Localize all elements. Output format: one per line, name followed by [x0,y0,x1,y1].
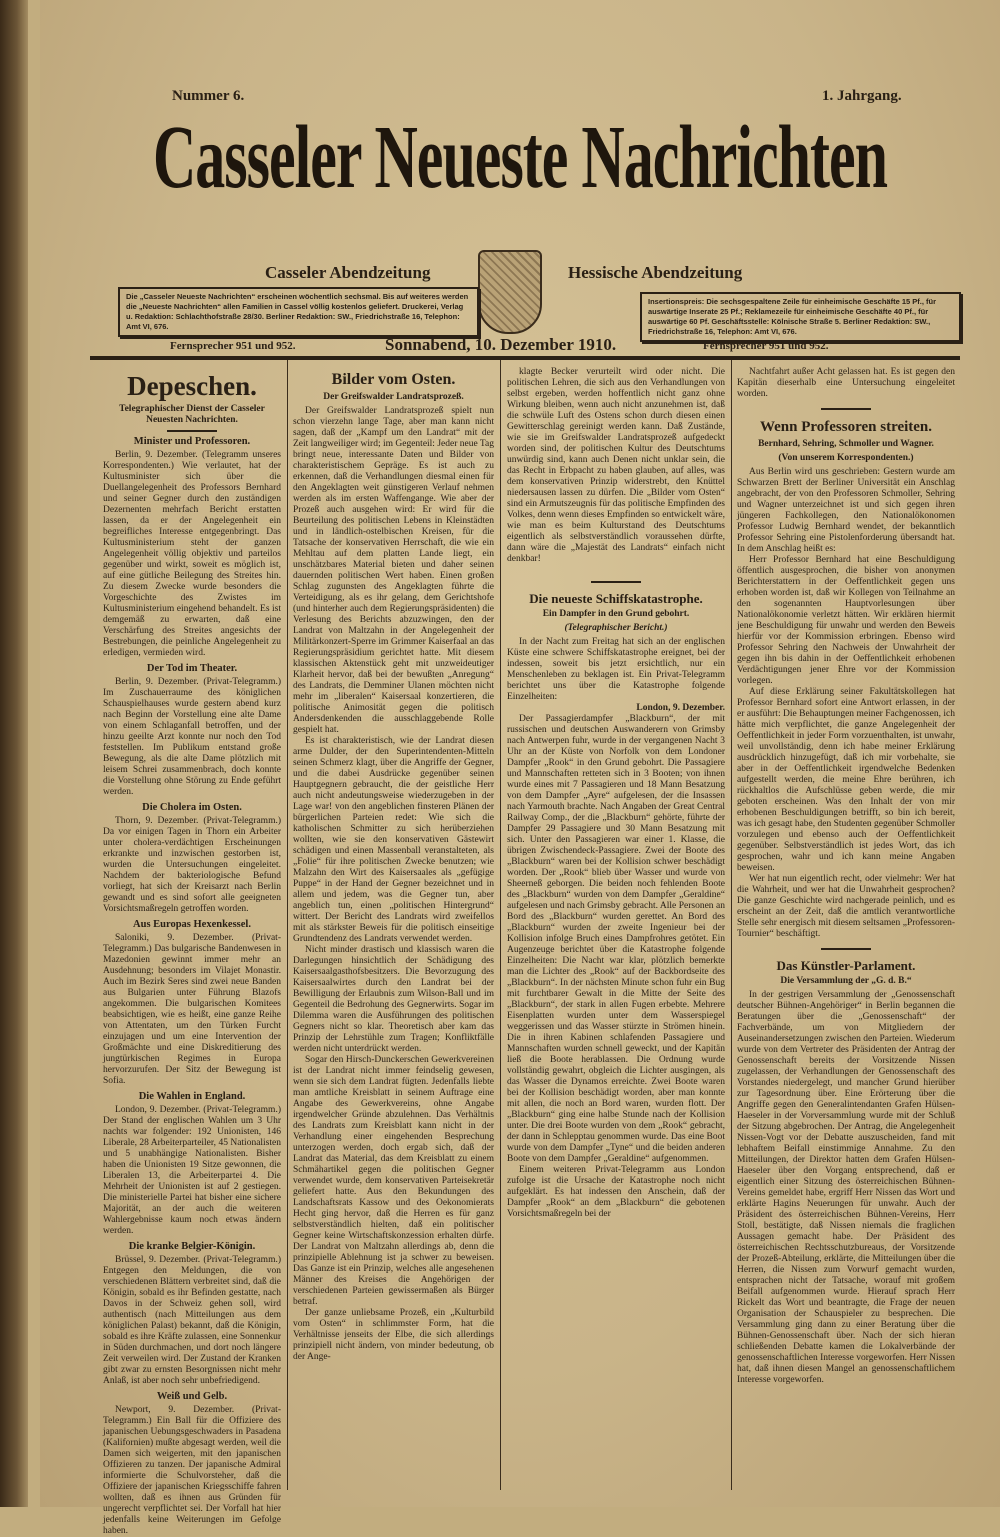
article-heading: Die kranke Belgier-Königin. [128,1241,256,1252]
volume-year: 1. Jahrgang. [822,88,902,104]
section-title: Depeschen. [127,371,257,401]
subtitle-left: Casseler Abendzeitung [265,263,431,282]
article-title: Wenn Professoren streiten. [759,419,933,435]
article-text: Einem weiteren Privat-Telegramm aus London zufolge ist die Ursache der Katastrophe noch nicht aufgeklärt. Es hat indessen den Anschein, daß der Dampfer „Rook“ an dem „Blackburn“ die gebotenen Vorsichtsmaßregeln bei der [507,1165,725,1219]
book-binding-edge [0,0,28,1507]
article-subtitle: Bernhard, Sehring, Schmoller und Wagner. [758,439,934,449]
article-subtitle: Ein Dampfer in den Grund gebohrt. [542,609,690,619]
divider [591,581,641,583]
subtitle-right: Hessische Abendzeitung [568,263,743,282]
column-divider [731,360,732,1490]
article-text: Aus Berlin wird uns geschrieben: Gestern wurde am Schwarzen Brett der Berliner Universität ein Anschlag angebracht, der von den Professoren Schmoller, Sehring und Wagner unterzeichnet ist und sich gegen ihren jüngeren Fachkollegen, den Nationalökonomen Professor Ludwig Bernhard wendet, der bekanntlich Professor Sehring eine Pistolenforderung übersandt hat. In dem Anschlag heißt es: [737,467,955,554]
article-subtitle: Der Greifswalder Landratsprozeß. [323,392,464,402]
phone-left: Fernsprecher 951 und 952. [170,340,296,352]
phone-right: Fernsprecher 951 und 952. [703,340,829,352]
article-text: London, 9. Dezember. (Privat-Telegramm.) Der Stand der englischen Wahlen um 3 Uhr nachts war folgender: 192 Unionisten, 146 Liberale, 28 Arbeiterparteiler, 45 Nationalisten und 5 unabhängige Nationalisten. Bisher haben die Unionisten 19 Sitze gewonnen, die Liberalen 13, die Arbeiterpartei 4. Die Mehrheit der Unionisten ist auf 2 gestiegen. Die ministerielle Partei hat bisher eine sichere Majorität, an der auch die weiteren Wahlergebnisse kaum noch etwas ändern werden. [103,1105,281,1236]
article-heading: Minister und Professoren. [133,436,251,447]
article-heading: Der Tod im Theater. [146,663,238,674]
article-title: Das Künstler-Parlament. [776,958,916,973]
column-schiffskatastrophe [507,367,725,1220]
article-text: Nicht minder drastisch und klassisch waren die Darlegungen hinsichtlich der Schädigung des Kaisersaalgasthofsbesitzers. Die Bevorzugung des Kaisersaalwirtes durch den Landrat bei der Bewilligung der Erlaubnis zum Wilson-Ball und im Gegenteil die Bedrohung des Gegnerwirts. Sogar im Dilemma waren die Ausführungen des politischen Gegners nicht so klar. Theoretisch aber kam das Prinzip der Lehrstühle zum Tragen; Konfliktfälle werden nicht unterdrückt werden. [293,945,494,1054]
dateline: London, 9. Dezember. [636,703,725,713]
column-divider [287,360,288,1490]
article-text: Wer hat nun eigentlich recht, oder vielmehr: Wer hat die Wahrheit, und wer hat die Unwahrheit gesprochen? Die ganze Geschichte wird nachgerade peinlich, und es erscheint an der Zeit, daß die amtlich verantwortliche Stelle sehr energisch mit diesem seltsamen „Professoren-Tournier“ beschäftigt. [737,874,955,939]
article-text: Saloniki, 9. Dezember. (Privat-Telegramm.) Das bulgarische Bandenwesen in Mazedonien gewinnt immer mehr an Ausdehnung; besonders im Vilajet Monastir. Auch im Bezirk Seres sind zwei neue Banden aus Bulgarien unter Führung Blazofs angekommen. Die bulgarischen Komitees beabsichtigen, wie es heißt, eine ganze Reihe von Attentaten, um den Türken Furcht einzujagen und um eine Intervention der Großmächte und eine Diskreditierung des jungtürkischen Regimes in Europa hervorzurufen. Der Sitz der Bewegung ist Sofia. [103,933,281,1086]
column-depeschen [103,367,281,1537]
article-text: In der gestrigen Versammlung der „Genossenschaft deutscher Bühnen-Angehöriger“ in Berlin begannen die Beratungen über die „Genossenschaft“ der Fachverbände, um von Mitgliedern der Auseinandersetzungen zwischen den Parteien. Wiederum wurde von dem Vertreter des Präsidenten der Antrag der Genossenschaft bereits der Vorsitzende Nissen zugelassen, der Verhandlungen der Genossenschaft des Vorstandes niedergelegt, und mancher Grund hierüber zur Tagesordnung über. Eine Erörterung über die Angriffe gegen den Generalintendanten Grafen Hülsen-Haeseler in der Vorversammlung wurde mit der Schluß der Sitzung abgebrochen. Der Antrag, die Angelegenheit Nissen-Vogt vor der Debatte auszuscheiden, fand mit lebhaftem Beifall einstimmige Annahme. Zu den Mitteilungen, der Direktor hatten dem Grafen Hülsen-Haeseler über den Vorgang entsprechend, daß er eigentlich einer Sitzung des österreichischen Bühnen-Vereins gemeldet habe, ergriff Herr Nissen das Wort und erklärte Hagins Neuerungen für unwahr. Auch der Präsident des österreichischen Bühnen-Vereins, Herr Stoll, bestätigte, daß Nissen niemals die fraglichen Aussagen gemacht habe. Der Präsident des österreichischen Rechtsschutzbureaus, der Vorsitzende der Prozeß-Abteilung, erklärte, die Mitteilungen über die Herren, die Nissen zum Vorwurf gemacht wurden, entsprachen nicht der Tatsache, worauf mit großem Beifall aufgenommen wurde. Hierauf sprach Herr Rickelt das Wort und beantragte, die Frage der neuen Organisation der Schauspieler zu besprechen. Die Versammlung ging dann zu einer Beratung über die Bühnen-Genossenschaft über. Nach der sich hieran schließenden Debatte kamen die Lokalverbände der genossenschaftlichen Interesse vorgeworfen. Herr Nissen hat, daß ihnen diesen Mangel an genossenschaftlichem Interesse vorgeworfen. [737,990,955,1385]
article-text: Es ist charakteristisch, wie der Landrat diesen arme Dulder, der den Superintendenten-Mitteln seinen Schmerz klagt, über die Angriffe der Gegner, und die dabei Ausdrücke gegenüber seinen Hauptgegnern gebraucht, die der geistliche Herr auch nicht andeutungsweise wiederzugeben in der Lage war! von den angeblichen finsteren Plänen der bürgerlichen Parteien redet: Wie sich die katholischen Schmitter zu sich herüberziehen wollten, wie sie den konservativen Gästewirt schädigen und einen Massenball veranstalteten, als „Folie“ für ihre politischen Zwecke benutzen; wie Malzahn den Wirt des Kaisersaales als „gefügige Puppe“ in der Hand der Gegner bezeichnet und in allem und jedem, was die Gegner tun, aber angeblich tun, einen „politischen Hintergrund“ wittert. Der Bericht des Landrats wird zweifellos mit als stärkster Beweis für die politisch einseitige Grundtendenz des Landrats verwendet werden. [293,736,494,944]
article-title: Bilder vom Osten. [331,371,456,388]
divider [821,408,871,410]
article-title: Die neueste Schiffskatastrophe. [529,591,703,606]
article-text: Thorn, 9. Dezember. (Privat-Telegramm.) Da vor einigen Tagen in Thorn ein Arbeiter unter cholera-verdächtigen Erscheinungen erkrankte und inzwischen gestorben ist, wurden die Untersuchungen eingeleitet. Nachdem der bakteriologische Befund vorliegt, hat sich der Kreisarzt nach Berlin gewandt und es sind sofort alle geeigneten Vorsichtsmaßregeln getroffen worden. [103,816,281,914]
column-bilder-vom-osten [293,367,494,1363]
advertising-rates-box: Insertionspreis: Die sechsgespaltene Zeile für einheimische Geschäfte 15 Pf., für auswärtige Inserate 25 Pf.; Reklamezeile für einheimische Geschäfte 40 Pf., für auswärtige 60 Pf. Geschäftsstelle: Kölnische Straße 5. Berliner Redaktion: SW., Friedrichstraße 16, Telephon: Amt VI, 676. [640,292,961,342]
article-text: Der Passagierdampfer „Blackburn“, der mit russischen und deutschen Auswanderern von Grimsby nach Antwerpen fuhr, wurde in der vergangenen Nacht 3 Uhr an der Küste von Norfolk von dem Londoner Dampfer „Rook“ in den Grund gebohrt. Die Passagiere und Mannschaften retteten sich in 3 Booten; von ihnen wurde eines mit 7 Passagieren und 18 Mann Besatzung von dem Dampfer „Ayre“ aufgelesen, der die Insassen nach Yarmouth brachte. Nach Angaben der Great Central Railway Comp., der die „Blackburn“ gehörte, führte der Dampfer 29 Passagiere und 30 Mann Besatzung mit sich. Unter den Passagieren war einer 1. Klasse, die übrigen Zwischendeck-Passagiere. Zwei der Boote des „Blackburn“ waren bei der Kollision schwer beschädigt worden. Der „Rook“ blieb über Wasser und wurde von Sheerneß geborgen. Die beiden noch fehlenden Boote des „Blackburn“ wurden von dem Dampfer „Geraldine“ aufgelesen und nach Grimsby gebracht. Alle Personen an Bord des „Blackburn“ wurden gerettet. An Bord des „Blackburn“ wurden der zweite Ingenieur bei der Kollision infolge Bruch eines Dampfrohres getötet. Ein Augenzeuge berichtet über die Katastrophe folgende Einzelheiten: Die Nacht war klar, plötzlich bemerkte man die Lichter des „Rook“ auf der Backbordseite des „Blackburn“. In der nächsten Minute schon fuhr ein Bug mit furchtbarer Gewalt in die Mitte der Seite des „Blackburn“, der stark in allen Fugen erbebte. Mehrere Eisenplatten wurden unter dem Wasserspiegel weggerissen und das Wasser stürzte in Strömen hinein. Die in ihren Kabinen schlafenden Passagiere und Mannschaften wurden schnell geweckt, und der Kapitän ließ die Boote herablassen. Die Ordnung wurde vollständig gewahrt, obgleich die Lichter ausgingen, als das Wasser die Dynamos erreichte. Zwei Boote waren bei der Kollision beschädigt worden, aber man konnte mit allen, die noch an Bord waren, wurden flott. Der „Blackburn“ ging eine halbe Stunde nach der Kollision unter. Die drei Boote wurden von dem „Rook“ gebracht, der dann in Schlepptau genommen wurde. Das eine Boot wurde von dem Dampfer „Tyne“ und die beiden anderen Boote von dem Dampfer „Geraldine“ aufgenommen. [507,714,725,1164]
article-text: Der Greifswalder Landratsprozeß spielt nun schon vierzehn lange Tage, aber man kann nicht sagen, daß der „Kampf um den Landrat“ mit der Zeit langweiliger wird; im Gegenteil: Jeder neue Tag bringt neue, interessante Daten und Bilder von charakteristischem Gepräge. Es ist auch zu erkennen, daß die Verhandlungen diesmal einen für den Angeklagten weit günstigeren Verlauf nehmen werden als im ersten Waffengange. Wie aber der Prozeß auch ausgehen wird: Er wird für die Beurteilung des politischen Lebens in Kleinstädten und in ländlich-ostelbischen Kreisen, für die Tatsache der konservativen Herrschaft, die wie ein Mehltau auf dem platten Lande liegt, ein unschätzbares Material bieten und daher seinen dauernden politischen Wert haben. Einen großen Schlag zugunsten des Angeklagten führte die Verteidigung, als es ihr gelang, dem Gerichtshofe (und hinterher auch dem Regierungspräsidenten) die Verlesung des Berichts abzuzwingen, den der Landrat von Maltzahn in der Angelegenheit der Militärkonzert-Sperre im Grimmer Kaiserfaal an das Regierungspräsidium gerichtet hatte. Mit diesem klassischen Aktenstück geht mit unzweideutiger Klarheit hervor, daß bei der bewußten „Anregung“ des Landrats, die Demminer Ulanen möchten nicht mehr im „liberalen“ Kaisersaal konzertieren, die politische Animosität gegen die politisch Andersdenkenden die ausschlaggebende Rolle gespielt hat. [293,406,494,735]
article-heading: Weiß und Gelb. [156,1391,228,1402]
article-text: Berlin, 9. Dezember. (Telegramm unseres Korrespondenten.) Wie verlautet, hat der Kultusminister sich über die Duellangelegenheit des Professors Bernhard und seiner Gegner durch den zuständigen Dezernenten mehrfach Bericht erstatten lassen, da er der Angelegenheit ein begreifliches Interesse entgegenbringt. Das Kultusministerium steht der ganzen Angelegenheit völlig objektiv und parteilos gegenüber und wirkt, soweit es möglich ist, auf eine gütliche Beilegung des Streites hin. Zu diesem Zwecke wurde besonders die Vorgeschichte des Zwistes im Kultusministerium eingehend behandelt. Es ist demgemäß zu erwarten, daß eine Verschärfung des Streites angesichts der Bestrebungen, die peinliche Angelegenheit zu erledigen, vermieden wird. [103,450,281,658]
masthead-title: Casseler Neueste Nachrichten [152,107,888,207]
article-text: Newport, 9. Dezember. (Privat-Telegramm.) Ein Ball für die Offiziere des japanischen Uebungsgeschwaders in Pasadena (Kalifornien) mußte abgesagt werden, weil die Damen sich weigerten, mit den japanischen Offizieren zu tanzen. Der japanische Admiral informierte die Schulvorsteher, daß die Offiziere der japanischen Kriegsschiffe fahren wollten, daß es ihnen aus Gründen für ungerecht verpflichtet sei. Der Vorfall hat hier jedenfalls keine Weiterungen im Gefolge haben. [103,1405,281,1536]
column-professoren [737,367,955,1386]
publisher-info-box: Die „Casseler Neueste Nachrichten“ erscheinen wöchentlich sechsmal. Bis auf weiteres werden die „Neueste Nachrichten“ allen Familien in Cassel völlig kostenlos geliefert. Druckerei, Verlag u. Redaktion: Schlachthofstraße 28/30. Berliner Redaktion: SW., Friedrichstraße 16, Telephon: Amt VI, 676. [118,287,479,337]
article-subtitle: Die Versammlung der „G. d. B.“ [780,976,912,986]
issue-number: Nummer 6. [172,88,245,104]
article-text: klagte Becker verurteilt wird oder nicht. Die politischen Lehren, die sich aus den Verhandlungen von selbst ergeben, werden hoffentlich nicht ganz ohne Wirkung bleiben, wenn auch nicht anzunehmen ist, daß die schwüle Luft des Ostens schon durch diesen einen Gewitterschlag gereinigt werden kann. Daß Zustände, wie sie im Greifswalder Landratsprozeß aufgedeckt worden sind, der politischen Kultur des Deutschtums unwürdig sind, kann auch Denen nicht unklar sein, die das Recht in Erbpacht zu haben glauben, auf alles, was dem konservativen Prinzip widerstrebt, den Knüttel niedersausen lassen zu dürfen. Die „Bilder vom Osten“ sind ein Armutszeugnis für das politische Empfinden des Volkes, denn wenn dieses Empfinden so entwickelt wäre, wie man es beim Kulturstand des Deutschtums eigentlich als selbstverständlich voraussehen dürfte, dann wäre die „Majestät des Landrats“ einfach nicht denkbar! [507,367,726,564]
article-text: In der Nacht zum Freitag hat sich an der englischen Küste eine schwere Schiffskatastrophe ereignet, bei der indessen, soweit bis jetzt ersichtlich, nur ein Menschenleben zu beklagen ist. Ein Privat-Telegramm berichtet uns über die Katastrophe folgende Einzelheiten: [507,637,725,702]
article-text: Herr Professor Bernhard hat eine Beschuldigung öffentlich ausgesprochen, die bisher von anonymen Berichterstattern in der Oeffentlichkeit gegen uns erhoben worden ist, daß wir Kollegen von Teilnahme an den sogenannten Hauptvorlesungen über Nationalökonomie verletzt hätten. Wir erklären hiermit jene Beschuldigung für unwahr und werden den Beweis hierfür vor der Kommission erbringen. Ebenso wird Professor Sehring den Nachweis der Unwahrheit der gegen ihn bis dahin in der Oeffentlichkeit erhobenen Verdächtigungen jener Ehre vor der Kommission vorlegen. [737,555,955,686]
section-subtitle: Telegraphischer Dienst der Casseler Neuesten Nachrichten. [119,404,265,425]
article-source: (Von unserem Korrespondenten.) [778,453,914,463]
article-text: Sogar den Hirsch-Dunckerschen Gewerkvereinen ist der Landrat nicht immer feindselig gewesen, wenn sie sich dem Landrat fügten. Jedenfalls liebte man amtliche Kreisblatt in seinem Auftrage eine Angabe des Gewerkvereins, ohne Angabe irgendwelcher Gründe abzulehnen. Das Verhältnis des Landrats zum Kreisblatt kann nicht in der Verhandlung einer eingehenden Besprechung unterzogen werden, doch ergab sich, daß der Landrat das Material, das dem Kreisblatt zu einem Schmähartikel gegen die politischen Gegner verwendet wurde, dem konservativen Parteisekretär geliefert hatte. Aus den Bekundungen des Landschaftsrats Kassow und des Oekonomierats Hecht ging hervor, daß die Herren es für ganz selbstverständlich hielten, daß ein politischer Gegner keine Wirtschaftskonzession erhalten dürfe. Der Landrat von Maltzahn allerdings ab, denn die prinzipielle Ablehnung ist ja schwer zu beweisen. Das Ganze ist ein Prinzip, welches alle angesehenen Männer des Kreises die Angehörigen der verschiedenen Parteien gewissermaßen als Bürger betraf. [293,1055,494,1307]
article-source: (Telegraphischer Bericht.) [564,623,668,633]
article-text: Der ganze unliebsame Prozeß, ein „Kulturbild vom Osten“ in schlimmster Form, hat die Verhältnisse jenseits der Elbe, die sich allerdings prinzipiell nicht ändern, von minder bedeutung, ob der Ange- [293,1308,494,1362]
article-heading: Die Wahlen in England. [138,1091,246,1102]
article-text: Nachtfahrt außer Acht gelassen hat. Es ist gegen den Kapitän dieserhalb eine Untersuchung eingeleitet worden. [737,367,955,399]
article-text: Berlin, 9. Dezember. (Privat-Telegramm.) Im Zuschauerraume des königlichen Schauspielhauses wurde gestern abend kurz nach Beginn der Vorstellung eine alte Dame von einem Schlaganfall betroffen, und der hinzu geeilte Arzt konnte nur noch den Tod feststellen. Im Publikum entstand große Bewegung, als die alte Dame plötzlich mit leisem Schrei zusammenbrach, doch konnte die Vorstellung ohne Störung zu Ende geführt werden. [103,677,281,797]
coat-of-arms-icon [478,250,542,334]
article-heading: Aus Europas Hexenkessel. [133,919,251,930]
issue-date: Sonnabend, 10. Dezember 1910. [385,335,617,354]
divider [167,430,217,432]
article-heading: Die Cholera im Osten. [142,802,242,813]
article-text: Auf diese Erklärung seiner Fakultätskollegen hat Professor Bernhard sofort eine Antwort erlassen, in der er ausführt: Die Behauptungen meiner Fachgenossen, ich hätte mich verpflichtet, die ganze Angelegenheit der Oeffentlichkeit in jeder Form vorzuenthalten, ist unwahr, weil unvollständig, denn ich habe meiner Erklärung ausdrücklich hinzugefügt, daß ich mir vorbehalte, sie aber in der Oeffentlichkeit irgendwelche Bedenken aufgestellt werden, die meine Ehre berühren, ich rückhaltlos die Aufschlüsse geben werde, die mir geboten erscheinen. Was den Inhalt der von mir erhobenen Beschuldigungen betrifft, so bin ich bereit, was ich gesagt habe, den Studenten gegenüber Schmoller vorzulegen und ebenso auch der Oeffentlichkeit gegenüber. Selbstverständlich ist jedes Wort, das ich gesprochen, wahr und ich kann meine Angaben beweisen. [737,687,955,873]
header-rule [90,356,960,360]
column-divider [500,360,501,1490]
divider [821,948,871,950]
article-text: Brüssel, 9. Dezember. (Privat-Telegramm.) Entgegen den Meldungen, die von verschiedenen Blättern verbreitet sind, daß die Königin, sobald es ihr Befinden gestatte, nach Davos in der Schweiz gehen soll, wird authentisch (nach Mitteilungen aus dem königlichen Palast) bekannt, daß die Königin, sobald es ihre Kräfte zulassen, eine Sonnenkur in Süden durchmachen, und dort noch längere Zeit verweilen wird. Der Zustand der Kranken gibt zwar zu ernsten Besorgnissen nicht mehr Anlaß, ist aber noch sehr unbefriedigend. [103,1255,281,1386]
